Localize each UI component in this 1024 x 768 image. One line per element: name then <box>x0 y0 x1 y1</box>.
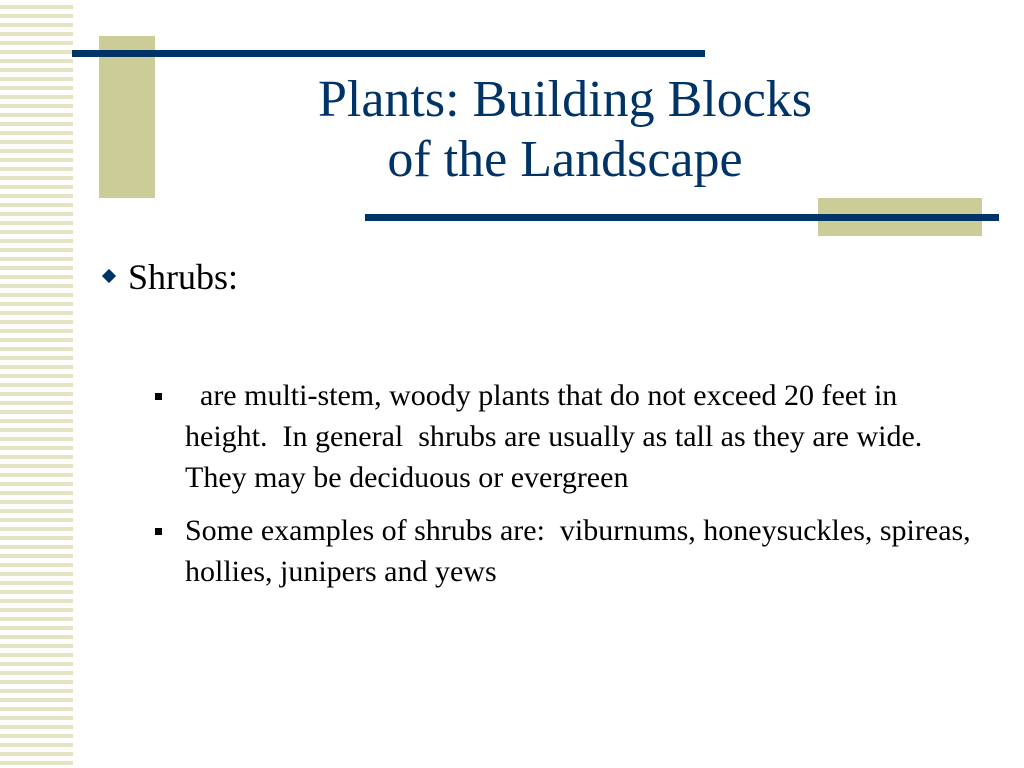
diamond-bullet-icon <box>102 269 116 283</box>
square-bullet-icon <box>155 393 162 400</box>
slide-title-line-1: Plants: Building Blocks <box>317 71 813 128</box>
left-stripe-border <box>0 0 73 768</box>
level1-bullet-item <box>104 255 238 299</box>
title-rule-top <box>72 50 705 57</box>
accent-block-top <box>99 36 155 198</box>
sub-bullet-list <box>150 375 980 604</box>
sub-bullet-item <box>150 510 980 592</box>
sub-bullet-text: Some examples of shrubs are: viburnums, honeysuckles, spireas, hollies, junipers and yews <box>185 514 979 588</box>
square-bullet-icon <box>155 528 162 535</box>
slide-title <box>180 70 950 190</box>
sub-bullet-text: are multi-stem, woody plants that do not exceed 20 feet in height. In general shrubs are usually as tall as they are wide. They may be deciduous or evergreen <box>185 379 937 494</box>
sub-bullet-item <box>150 375 980 498</box>
slide-title-line-2: of the Landscape <box>387 131 743 188</box>
level1-bullet-text: Shrubs: <box>128 257 239 297</box>
title-rule-bottom <box>365 214 999 221</box>
